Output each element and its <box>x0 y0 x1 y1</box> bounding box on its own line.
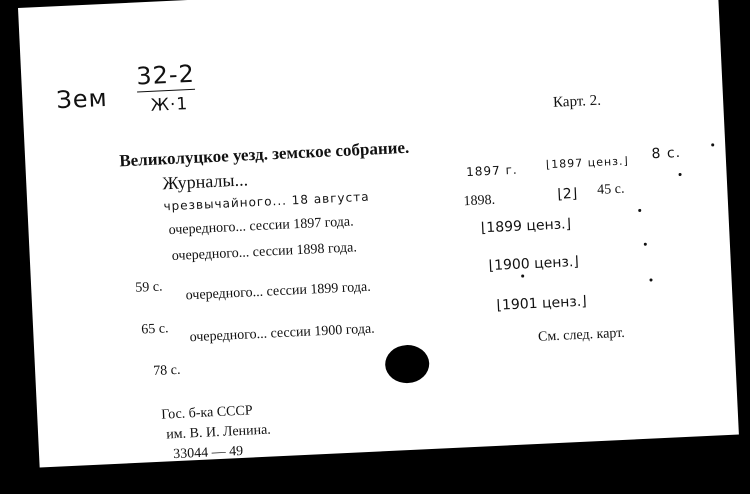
catalog-card <box>18 0 739 467</box>
ink-blot <box>384 344 430 384</box>
shelfmark-prefix: Зем <box>55 83 109 115</box>
entry-1-extra: 8 с. <box>651 144 682 163</box>
entry-1-note: ⌊1897 ценз.⌋ <box>545 154 630 172</box>
shelfmark-subnumber: Ж·1 <box>150 94 189 116</box>
entry-2-note: ⌊2⌋ <box>557 185 578 203</box>
entry-3-pages: 59 с. <box>134 279 163 296</box>
entry-4-pages: 65 с. <box>140 321 169 338</box>
entry-4-note: ⌊1900 ценз.⌋ <box>488 253 580 275</box>
speck <box>711 143 714 146</box>
see-next-card: См. след. карт. <box>537 325 626 345</box>
library-line-3: 33044 — 49 <box>172 443 244 463</box>
entry-1-text: чрезвычайного... 18 августа <box>163 189 370 214</box>
library-line-1: Гос. б-ка СССР <box>160 403 253 423</box>
shelfmark-number: 32-2 <box>135 59 196 91</box>
entry-2-text: очередного... сессии 1897 года. <box>168 214 354 239</box>
entry-3-note: ⌊1899 ценз.⌋ <box>480 216 572 237</box>
speck <box>649 278 652 281</box>
card-number: Карт. 2. <box>552 92 602 111</box>
entry-5-note: ⌊1901 ценз.⌋ <box>496 293 588 314</box>
entry-3-text: очередного... сессии 1898 года. <box>171 240 358 265</box>
entry-2-extra: 45 с. <box>596 181 625 198</box>
library-line-2: им. В. И. Ленина. <box>165 422 272 443</box>
speck <box>644 243 647 246</box>
entry-2-year: 1898. <box>463 192 496 210</box>
entry-1-year: 1897 г. <box>465 162 518 180</box>
speck <box>679 173 682 176</box>
speck <box>638 209 641 212</box>
entry-5-text: очередного... сессии 1900 года. <box>189 321 375 346</box>
subheading: Журналы... <box>161 169 249 194</box>
entry-5-pages: 78 с. <box>152 362 181 380</box>
speck <box>521 274 524 277</box>
heading: Великолуцкое уезд. земское собрание. <box>118 137 410 171</box>
entry-4-text: очередного... сессии 1899 года. <box>185 279 372 304</box>
